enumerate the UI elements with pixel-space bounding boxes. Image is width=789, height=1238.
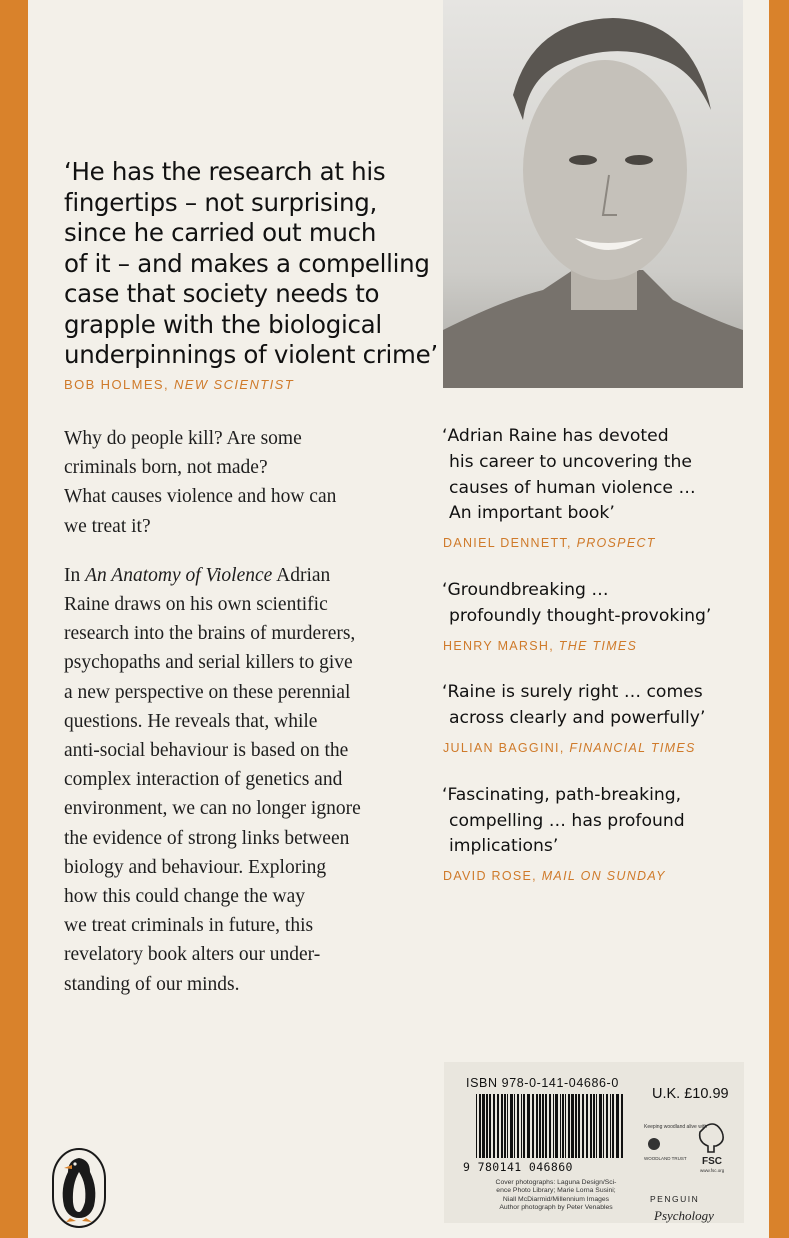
fsc-woodland-logos bbox=[642, 1122, 734, 1174]
barcode-bar bbox=[501, 1094, 503, 1158]
quote-line: case that society needs to bbox=[64, 279, 380, 308]
barcode-bar bbox=[527, 1094, 530, 1158]
barcode-bar bbox=[590, 1094, 592, 1158]
barcode-bar bbox=[532, 1094, 534, 1158]
blurb-line: research into the brains of murderers, bbox=[64, 623, 356, 645]
barcode-bar bbox=[493, 1094, 495, 1158]
fsc-url: www.fsc.org bbox=[700, 1168, 725, 1173]
review-publication: FINANCIAL TIMES bbox=[569, 740, 696, 755]
blurb-line: revelatory book alters our under- bbox=[64, 944, 321, 966]
barcode-bar bbox=[523, 1094, 525, 1158]
barcode-bar bbox=[539, 1094, 541, 1158]
credit-line: ence Photo Library; Marie Lorna Susini; bbox=[496, 1187, 616, 1195]
blurb-line: a new perspective on these perennial bbox=[64, 681, 351, 703]
blurb-line: psychopaths and serial killers to give bbox=[64, 652, 353, 674]
author-photo bbox=[443, 0, 743, 388]
review-author: JULIAN BAGGINI, bbox=[443, 740, 570, 755]
blurb-line: criminals born, not made? bbox=[64, 457, 268, 479]
review-line: An important book’ bbox=[449, 503, 615, 524]
review-author: DAVID ROSE, bbox=[443, 869, 542, 884]
blurb-line: biology and behaviour. Exploring bbox=[64, 856, 327, 878]
barcode-bar bbox=[542, 1094, 544, 1158]
fsc-label: FSC bbox=[702, 1156, 722, 1167]
review-line: compelling … has profound bbox=[449, 810, 685, 831]
blurb-line: questions. He reveals that, while bbox=[64, 710, 318, 732]
series-name: Psychology bbox=[654, 1208, 714, 1223]
barcode-bar bbox=[476, 1094, 477, 1158]
blurb-line: Raine draws on his own scientific bbox=[64, 594, 328, 616]
review-line: ‘Fascinating, path-breaking, bbox=[442, 784, 682, 805]
blurb-line: how this could change the way bbox=[64, 886, 305, 908]
review-author: DANIEL DENNETT, bbox=[443, 536, 577, 551]
barcode-bar bbox=[603, 1094, 604, 1158]
barcode-bar bbox=[536, 1094, 538, 1158]
blurb-line: In bbox=[64, 564, 86, 586]
review-quote bbox=[442, 680, 752, 732]
photo-credits bbox=[482, 1179, 630, 1213]
barcode-bar bbox=[479, 1094, 481, 1158]
blurb-paragraph bbox=[64, 561, 414, 999]
review bbox=[442, 578, 752, 659]
blurb-line: standing of our minds. bbox=[64, 973, 240, 995]
review-quote bbox=[442, 578, 752, 630]
woodland-text: Keeping woodland alive with bbox=[644, 1124, 708, 1130]
review-line: implications’ bbox=[449, 836, 559, 857]
barcode-bar bbox=[621, 1094, 623, 1158]
review-publication: MAIL ON SUNDAY bbox=[541, 869, 666, 884]
barcode-bar bbox=[575, 1094, 577, 1158]
front-quote bbox=[64, 157, 444, 371]
review-attribution bbox=[443, 531, 752, 557]
blurb-line: complex interaction of genetics and bbox=[64, 769, 343, 791]
woodland-label: WOODLAND TRUST bbox=[644, 1156, 687, 1161]
isbn-digits: 9 780141 046860 bbox=[463, 1160, 573, 1174]
quote-line: since he carried out much bbox=[64, 218, 377, 247]
barcode-bar bbox=[497, 1094, 499, 1158]
attribution-publication: NEW SCIENTIST bbox=[174, 377, 295, 392]
barcode-bar bbox=[514, 1094, 515, 1158]
barcode-bar bbox=[521, 1094, 522, 1158]
barcode-bar bbox=[582, 1094, 584, 1158]
blurb-line: anti-social behaviour is based on the bbox=[64, 740, 349, 762]
barcode-bars bbox=[476, 1094, 626, 1160]
blurb-line: we treat criminals in future, this bbox=[64, 915, 314, 937]
blurb-line: Why do people kill? Are some bbox=[64, 428, 302, 449]
barcode-bar bbox=[555, 1094, 558, 1158]
blurb bbox=[64, 424, 414, 1019]
barcode-bar bbox=[486, 1094, 488, 1158]
price: U.K. £10.99 bbox=[652, 1086, 729, 1102]
barcode-bar bbox=[482, 1094, 485, 1158]
review-line: causes of human violence … bbox=[449, 477, 696, 498]
publisher-name: PENGUIN bbox=[650, 1194, 700, 1204]
barcode-bar bbox=[596, 1094, 597, 1158]
barcode-bar bbox=[610, 1094, 611, 1158]
barcode-bar bbox=[504, 1094, 506, 1158]
front-quote-attribution bbox=[64, 377, 294, 392]
quote-line: underpinnings of violent crime’ bbox=[64, 340, 438, 369]
barcode-bar bbox=[578, 1094, 580, 1158]
barcode-bar bbox=[489, 1094, 491, 1158]
barcode-bar bbox=[599, 1094, 602, 1158]
fsc-tree-icon bbox=[700, 1124, 723, 1152]
barcode-bar bbox=[593, 1094, 595, 1158]
quote-line: of it – and makes a compelling bbox=[64, 248, 430, 278]
barcode-bar bbox=[606, 1094, 608, 1158]
credit-line: Niall McDiarmid/Millennium Images bbox=[502, 1195, 610, 1203]
blurb-line: the evidence of strong links between bbox=[64, 827, 350, 849]
review-attribution bbox=[443, 736, 752, 762]
review-quote bbox=[442, 783, 752, 860]
attribution-author: BOB HOLMES, bbox=[64, 377, 174, 392]
barcode-bar bbox=[586, 1094, 588, 1158]
barcode-bar bbox=[568, 1094, 570, 1158]
quote-line: ‘He has the research at his bbox=[64, 157, 386, 186]
blurb-line: Adrian bbox=[272, 564, 331, 586]
review-attribution bbox=[443, 864, 752, 890]
review-attribution bbox=[443, 634, 752, 660]
blurb-paragraph bbox=[64, 424, 414, 541]
review-line: ‘Groundbreaking … bbox=[442, 579, 609, 600]
barcode-bar bbox=[510, 1094, 513, 1158]
review bbox=[442, 424, 752, 557]
review-publication: PROSPECT bbox=[576, 536, 656, 551]
barcode-bar bbox=[553, 1094, 554, 1158]
review-line: ‘Raine is surely right … comes bbox=[442, 682, 703, 703]
credit-line: Cover photographs: Laguna Design/Sci- bbox=[495, 1179, 617, 1186]
barcode-bar bbox=[545, 1094, 547, 1158]
penguin-logo-icon bbox=[52, 1148, 106, 1228]
quote-line: fingertips – not surprising, bbox=[64, 187, 377, 217]
barcode-bar bbox=[517, 1094, 519, 1158]
credit-line: Author photograph by Peter Venables bbox=[499, 1204, 613, 1212]
isbn-label: ISBN 978-0-141-04686-0 bbox=[466, 1076, 619, 1090]
review-quote bbox=[442, 424, 752, 527]
book-title: An Anatomy of Violence bbox=[85, 564, 273, 586]
barcode-bar bbox=[612, 1094, 614, 1158]
barcode-bar bbox=[562, 1094, 564, 1158]
barcode-bar bbox=[565, 1094, 566, 1158]
review-author: HENRY MARSH, bbox=[443, 638, 559, 653]
review bbox=[442, 680, 752, 761]
barcode-bar bbox=[507, 1094, 508, 1158]
barcode-bar bbox=[616, 1094, 619, 1158]
review-line: ‘Adrian Raine has devoted bbox=[442, 426, 669, 446]
barcode-bar bbox=[560, 1094, 561, 1158]
review-line: his career to uncovering the bbox=[449, 451, 692, 472]
review-publication: THE TIMES bbox=[558, 638, 638, 653]
barcode-bar bbox=[571, 1094, 574, 1158]
woodland-trust-icon bbox=[648, 1138, 660, 1150]
review-line: across clearly and powerfully’ bbox=[449, 708, 706, 729]
barcode-bar bbox=[549, 1094, 551, 1158]
blurb-line: we treat it? bbox=[64, 515, 151, 537]
quote-line: grapple with the biological bbox=[64, 309, 382, 339]
review-line: profoundly thought-provoking’ bbox=[449, 605, 712, 626]
blurb-line: What causes violence and how can bbox=[64, 486, 337, 508]
blurb-line: environment, we can no longer ignore bbox=[64, 798, 361, 820]
review bbox=[442, 783, 752, 890]
review-column bbox=[442, 424, 752, 911]
